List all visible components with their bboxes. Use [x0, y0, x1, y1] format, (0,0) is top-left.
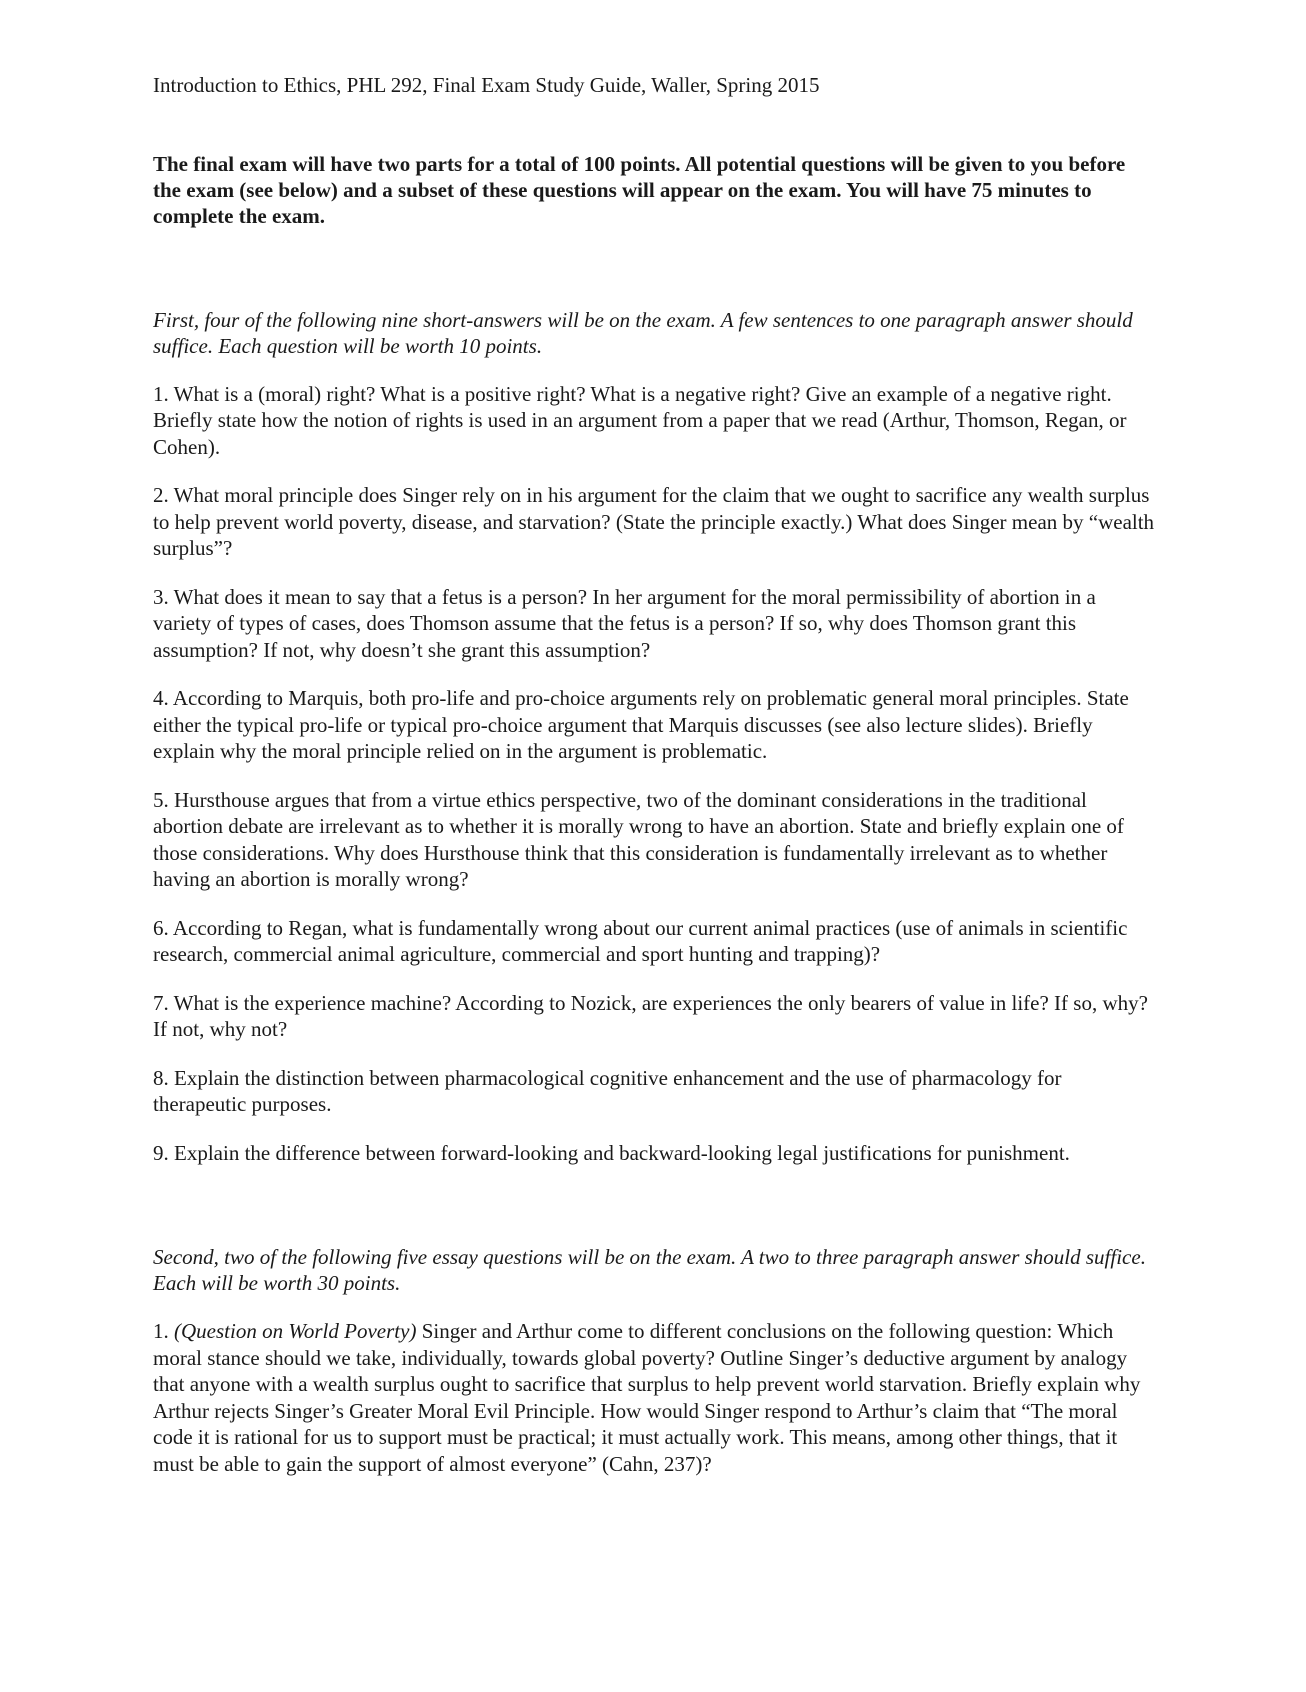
essay-question-number: 1.: [153, 1319, 169, 1343]
exam-intro: The final exam will have two parts for a total of 100 points. All potential questions will be given to you before the exam (see below) and a subset of these questions will appear on the exam. You will have 75 minutes to complete the exam.: [153, 151, 1126, 228]
short-answer-question-6: 6. According to Regan, what is fundamentally wrong about our current animal practices (use of animals in scientific research, commercial animal agriculture, commercial and sport hunting and trapping)?: [153, 915, 1128, 966]
short-answer-question-7: 7. What is the experience machine? According to Nozick, are experiences the only bearers of value in life? If so, why? If not, why not?: [153, 990, 1148, 1041]
essay-question-topic: (Question on World Poverty): [174, 1319, 417, 1343]
short-answer-question-8: 8. Explain the distinction between pharmacological cognitive enhancement and the use of pharmacology for therapeutic purposes.: [153, 1065, 1062, 1116]
short-answer-question-5: 5. Hursthouse argues that from a virtue ethics perspective, two of the dominant considerations in the traditional abortion debate are irrelevant as to whether it is morally wrong to have an abortion. State and briefly explain one of those considerations. Why does Hursthouse think that this consideration is fundamentally irrelevant as to whether having an abortion is morally wrong?: [153, 787, 1124, 891]
essay-instructions: Second, two of the following five essay questions will be on the exam. A two to three paragraph answer should suffice. Each will be worth 30 points.: [153, 1245, 1146, 1295]
short-answer-question-2: 2. What moral principle does Singer rely on in his argument for the claim that we ought to sacrifice any wealth surplus to help prevent world poverty, disease, and starvation? (State the principle exactly.) What does Singer mean by “wealth surplus”?: [153, 483, 1155, 560]
short-answer-question-3: 3. What does it mean to say that a fetus is a person? In her argument for the moral permissibility of abortion in a variety of types of cases, does Thomson assume that the fetus is a person? If so, why does Thomson grant this assumption? If not, why doesn’t she grant this assumption?: [153, 584, 1096, 662]
essay-question-text: Singer and Arthur come to different conclusions on the following question: Which moral stance should we take, individually, towards global poverty? Outline Singer’s deductive argument by analogy that anyone with a wealth surplus ought to sacrifice that surplus to help prevent world starvation. Briefly explain why Arthur rejects Singer’s Greater Moral Evil Principle. How would Singer respond to Arthur’s claim that “The moral code it is rational for us to support must be practical; it must actually work. This means, among other things, that it must be able to gain the support of almost everyone” (Cahn, 237)?: [153, 1319, 1141, 1476]
short-answer-instructions: First, four of the following nine short-answers will be on the exam. A few sentences to one paragraph answer should suffice. Each question will be worth 10 points.: [153, 307, 1133, 358]
essay-question-1: [153, 1318, 1156, 1477]
short-answer-question-4: 4. According to Marquis, both pro-life and pro-choice arguments rely on problematic general moral principles. State either the typical pro-life or typical pro-choice argument that Marquis discusses (see also lecture slides). Briefly explain why the moral principle relied on in the argument is problematic.: [153, 686, 1129, 763]
short-answer-question-9: 9. Explain the difference between forward-looking and backward-looking legal justifications for punishment.: [153, 1140, 1070, 1165]
document-header: Introduction to Ethics, PHL 292, Final Exam Study Guide, Waller, Spring 2015: [153, 73, 820, 97]
short-answer-question-1: 1. What is a (moral) right? What is a positive right? What is a negative right? Give an example of a negative right. Briefly state how the notion of rights is used in an argument from a paper that we read (Arthur, Thomson, Regan, or Cohen).: [153, 381, 1127, 459]
